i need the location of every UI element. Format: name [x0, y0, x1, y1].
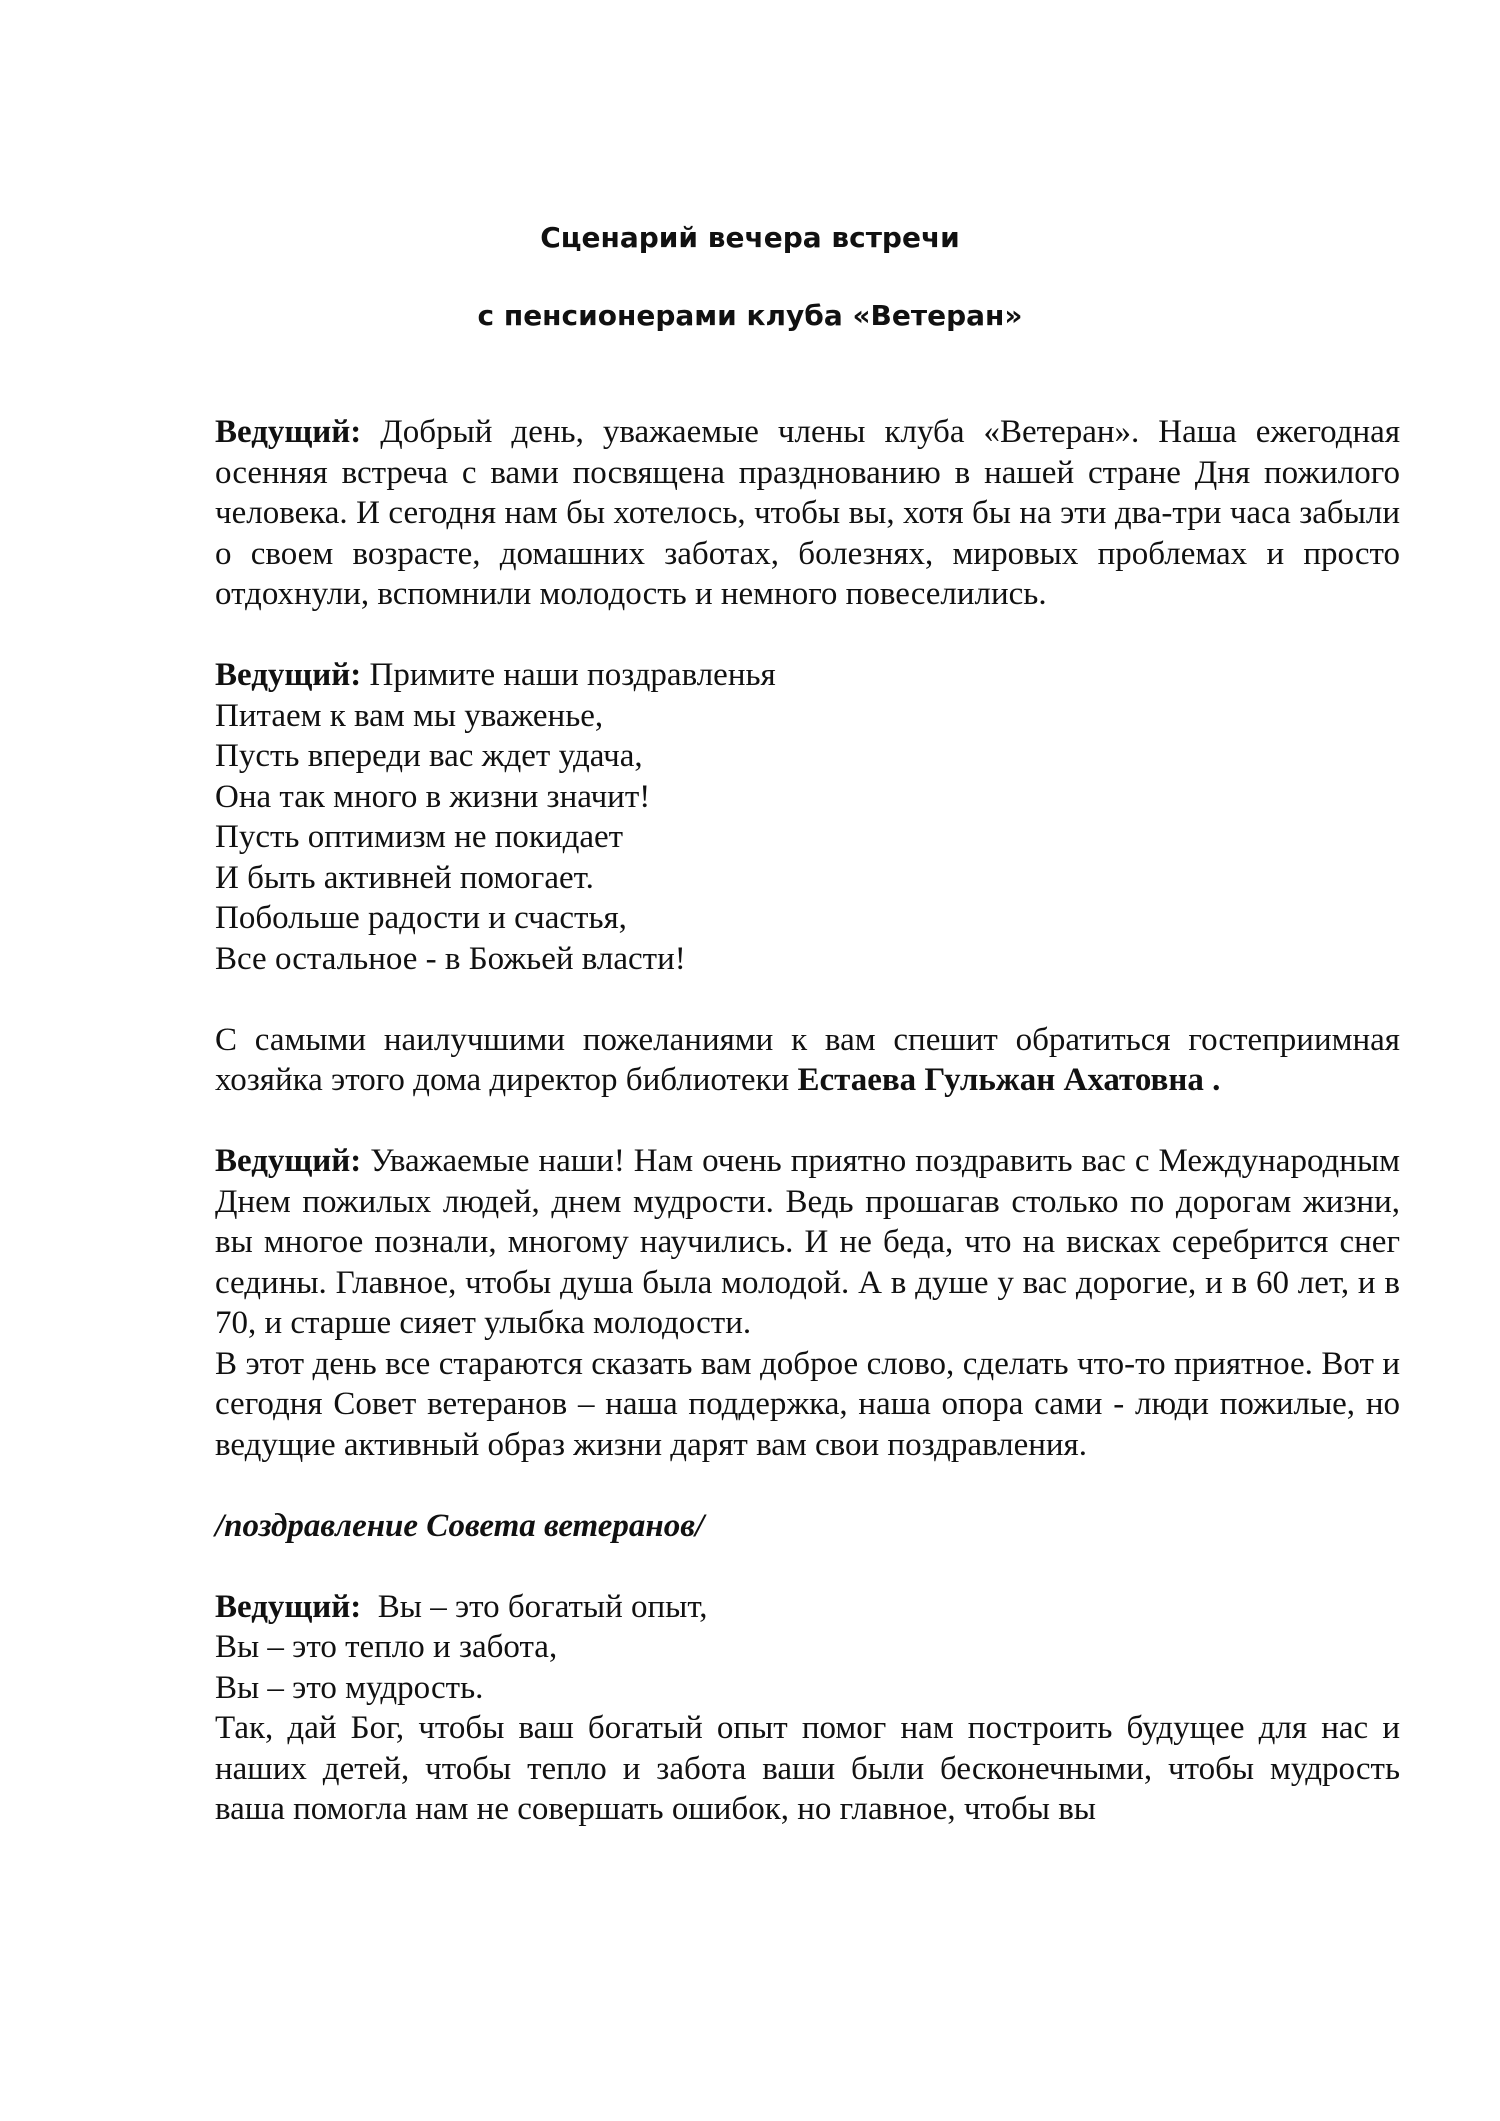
- speaker-label: Ведущий:: [215, 1588, 362, 1625]
- poem-line: Она так много в жизни значит!: [215, 778, 651, 815]
- title-line-2: с пенсионерами клуба «Ветеран»: [477, 299, 1023, 332]
- paragraph-gap: [215, 1465, 1400, 1506]
- poem-first-line: Примите наши поздравленья: [361, 657, 776, 693]
- document-title: [0, 218, 1500, 336]
- paragraph-intro: [215, 412, 1400, 615]
- poem-line: Питаем к вам мы уваженье,: [215, 697, 604, 734]
- document-body: [215, 412, 1400, 1830]
- paragraph-gap: [215, 615, 1400, 656]
- poem-first-line: Вы – это богатый опыт,: [361, 1588, 708, 1625]
- paragraph-council: В этот день все стараются сказать вам доброе слово, сделать что-то приятное. Вот и сегодня Совет ветеранов – наша поддержка, наша опора сами - люди пожилые, но ведущие активный образ жизни дарят вам свои поздравления.: [215, 1345, 1400, 1463]
- paragraph-text: Уважаемые наши! Нам очень приятно поздравить вас с Международным Днем пожилых людей, днем мудрости. Ведь прошагав столько по дорогам жизни, вы многое познали, многому научились. И не беда, что на висках серебрится снег седины. Главное, чтобы душа была молодой. А в душе у вас дорогие, и в 60 лет, и в 70, и старше сияет улыбка молодости.: [215, 1143, 1400, 1341]
- speaker-label: Ведущий:: [215, 414, 362, 450]
- paragraph-gap: [215, 1101, 1400, 1142]
- director-name: Естаева Гульжан Ахатовна .: [797, 1062, 1221, 1098]
- poem-line: Пусть оптимизм не покидает: [215, 819, 624, 855]
- poem-line: Вы – это тепло и забота,: [215, 1629, 558, 1665]
- poem-line: [215, 655, 1400, 696]
- paragraph-gap: [215, 979, 1400, 1020]
- paragraph-text: С самыми наилучшими пожеланиями к вам спешит обратиться гостеприимная хозяйка этого дома директор библиотеки: [215, 1021, 1400, 1098]
- paragraph-text: Добрый день, уважаемые члены клуба «Ветеран». Наша ежегодная осенняя встреча с вами посвящена празднованию в нашей стране Дня пожилого человека. И сегодня нам бы хотелось, чтобы вы, хотя бы на эти два-три часа забыли о своем возрасте, домашних заботах, болезнях, мировых проблемах и просто отдохнули, вспомнили молодость и немного повеселились.: [215, 414, 1400, 612]
- poem-line: Пусть впереди вас ждет удача,: [215, 738, 643, 774]
- speaker-label: Ведущий:: [215, 657, 362, 693]
- poem-line: [215, 1587, 1400, 1628]
- paragraph-wishes: Так, дай Бог, чтобы ваш богатый опыт помог нам построить будущее для нас и наших детей, чтобы тепло и забота ваши были бесконечными, чтобы мудрость ваша помогла нам не совершать ошибок, но главное, чтобы вы: [215, 1710, 1400, 1827]
- stage-direction: /поздравление Совета ветеранов/: [215, 1507, 705, 1544]
- poem-line: И быть активней помогает.: [215, 859, 594, 896]
- paragraph-director: [215, 1020, 1400, 1101]
- poem-line: Все остальное - в Божьей власти!: [215, 940, 686, 977]
- poem-line: Побольше радости и счастья,: [215, 900, 627, 936]
- paragraph-greeting: [215, 1141, 1400, 1344]
- speaker-label: Ведущий:: [215, 1143, 362, 1179]
- paragraph-gap: [215, 1546, 1400, 1587]
- title-line-1: Сценарий вечера встречи: [540, 221, 960, 254]
- poem-line: Вы – это мудрость.: [215, 1669, 484, 1706]
